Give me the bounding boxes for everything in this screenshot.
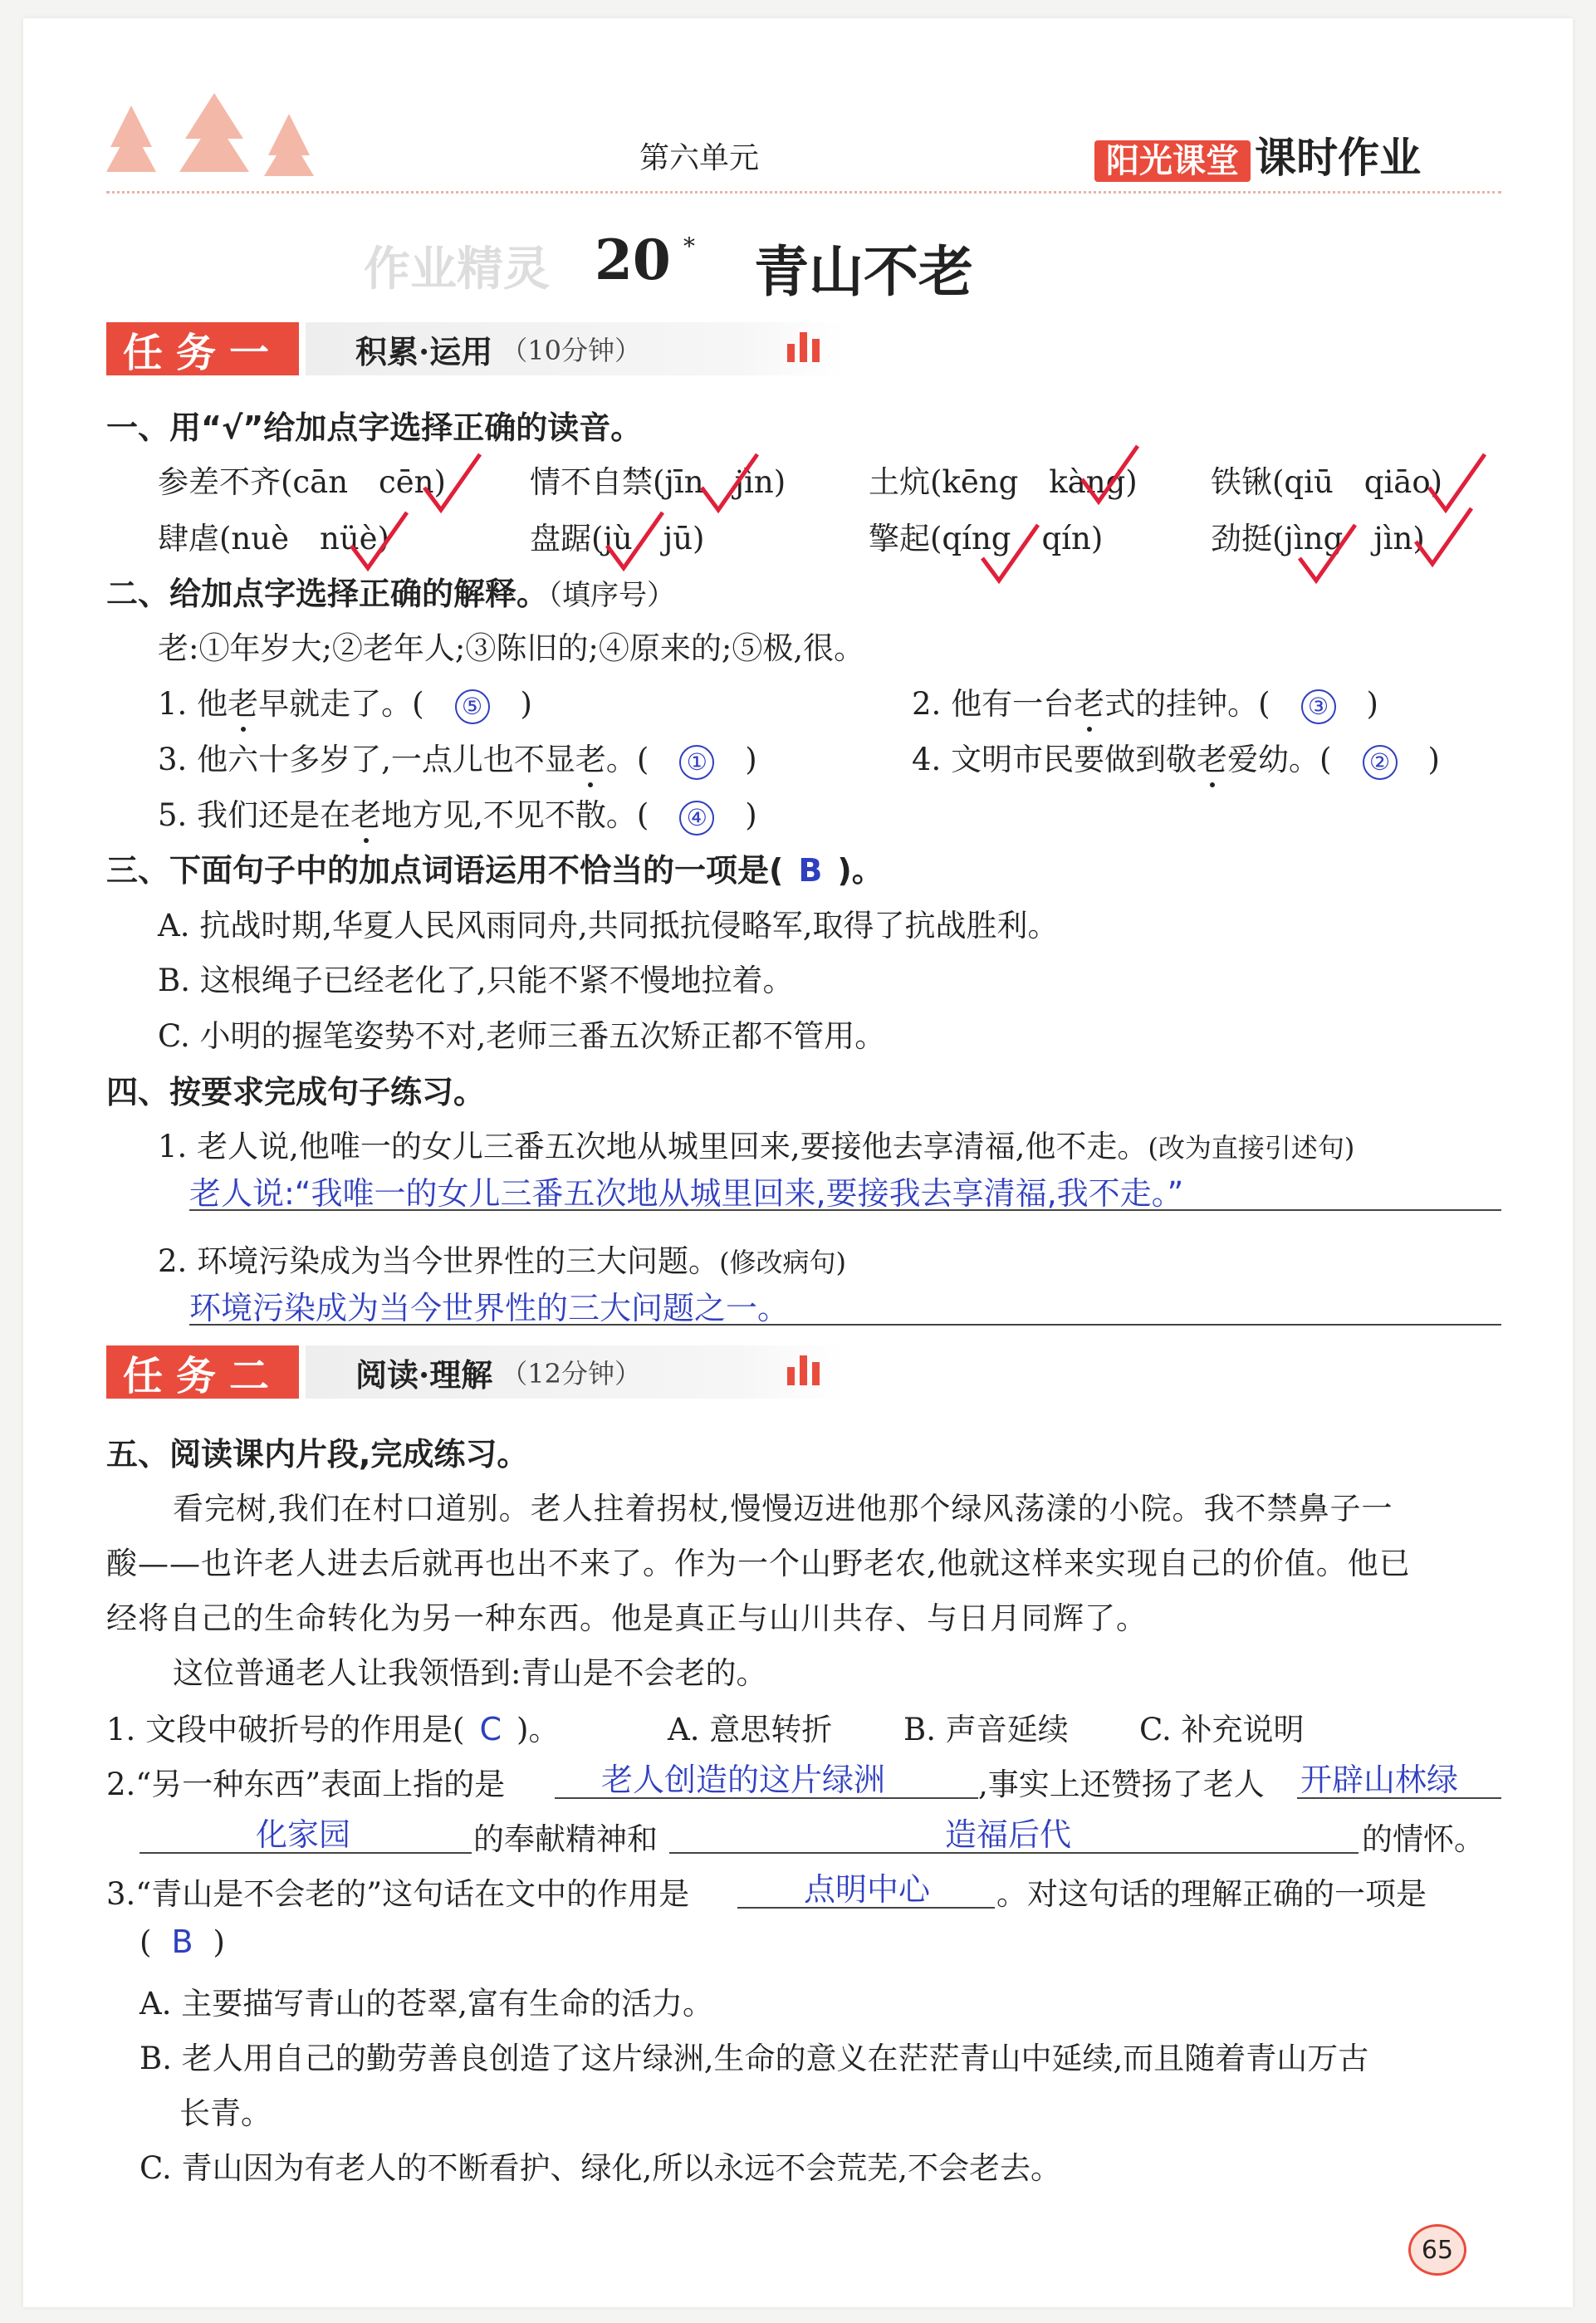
q5-sub1: 1. 文段中破折号的作用是( C )。 xyxy=(106,1711,560,1747)
q2-answer-1: ⑤ xyxy=(455,689,490,724)
q5-sub1-option-c: C. 补充说明 xyxy=(1139,1712,1305,1747)
lesson-number: 20 xyxy=(595,228,671,292)
brand xyxy=(1094,125,1421,184)
q2-title: 二、给加点字选择正确的解释。（填序号） xyxy=(106,576,676,612)
task1-label: 任务一 xyxy=(106,322,299,375)
q4-item-1: 1. 老人说,他唯一的女儿三番五次地从城里回来,要接他去享清福,他不走。(改为直接引述句) xyxy=(158,1129,1355,1164)
q5-sub2-answer-3: 化家园 xyxy=(256,1816,351,1853)
q2-item-1: 1. 他老早就走了。( ⑤ ) xyxy=(158,679,532,724)
q5-sub2-a: 2.“另一种东西”表面上指的是 xyxy=(106,1767,506,1802)
q5-sub3-option-c: C. 青山因为有老人的不断看护、绿化,所以永远不会荒芜,不会老去。 xyxy=(140,2150,1062,2186)
q5-sub1-answer: C xyxy=(479,1711,502,1747)
pine-trees-decoration xyxy=(106,89,322,180)
checkmark-icon xyxy=(1078,442,1144,508)
task1-name: 积累·运用 （10分钟） xyxy=(306,322,845,375)
q5-sub2-answer-4: 造福后代 xyxy=(945,1816,1072,1853)
q4-item-2: 2. 环境污染成为当今世界性的三大问题。(修改病句) xyxy=(158,1243,847,1279)
watermark: 作业精灵 xyxy=(364,243,550,297)
q1-item-8: 劲挺(jìng jìn) xyxy=(1211,521,1425,556)
brand-homework: 课时作业 xyxy=(1255,134,1422,182)
q5-sub3-paren: ( B ) xyxy=(140,1924,225,1960)
unit-label: 第六单元 xyxy=(639,141,760,175)
worksheet-page xyxy=(23,18,1573,2307)
lesson-title: 青山不老 xyxy=(754,239,973,304)
task2-bars-icon xyxy=(787,1355,825,1385)
q2-item-3: 3. 他六十多岁了,一点儿也不显老。( ① ) xyxy=(158,734,757,780)
q5-passage-line-1: 看完树,我们在村口道别。老人拄着拐杖,慢慢迈进他那个绿风荡漾的小院。我不禁鼻子一 xyxy=(173,1491,1393,1527)
q4-answer-2: 环境污染成为当今世界性的三大问题之一。 xyxy=(189,1290,790,1326)
q1-item-7: 擎起(qíng qín) xyxy=(869,521,1104,556)
q1-title: 一、用“√”给加点字选择正确的读音。 xyxy=(106,409,643,446)
header-divider xyxy=(106,191,1501,194)
q2-definitions: 老:①年岁大;②老年人;③陈旧的;④原来的;⑤极,很。 xyxy=(158,630,865,666)
page-number: 65 xyxy=(1408,2224,1466,2276)
task1-bar xyxy=(106,322,854,375)
q3-option-c: C. 小明的握笔姿势不对,老师三番五次矫正都不管用。 xyxy=(158,1018,886,1054)
q5-sub2-b: ,事实上还赞扬了老人 xyxy=(978,1767,1265,1802)
q2-item-2: 2. 他有一台老式的挂钟。( ③ ) xyxy=(912,679,1378,724)
q5-title: 五、阅读课内片段,完成练习。 xyxy=(106,1436,529,1473)
q5-sub3-b: 。对这句话的理解正确的一项是 xyxy=(996,1876,1427,1912)
task2-bar xyxy=(106,1345,854,1399)
q1-item-2: 情不自禁(jīn jìn) xyxy=(530,464,786,500)
answer-line xyxy=(189,1209,1501,1211)
q5-sub2-c: 的奉献精神和 xyxy=(473,1821,658,1857)
q5-sub3-option-b: B. 老人用自己的勤劳善良创造了这片绿洲,生命的意义在茫茫青山中延续,而且随着青山万古 xyxy=(140,2041,1369,2076)
checkmark-icon xyxy=(978,521,1045,587)
q2-item-4: 4. 文明市民要做到敬老爱幼。( ② ) xyxy=(912,734,1440,780)
q5-passage-line-3: 经将自己的生命转化为另一种东西。他是真正与山川共存、与日月同辉了。 xyxy=(106,1600,1148,1636)
q2-answer-4: ② xyxy=(1363,745,1398,780)
checkmark-icon xyxy=(603,508,669,575)
answer-line xyxy=(189,1324,1501,1326)
checkmark-icon xyxy=(347,508,414,575)
q3-option-a: A. 抗战时期,华夏人民风雨同舟,共同抵抗侵略军,取得了抗战胜利。 xyxy=(158,908,1059,943)
q1-item-4: 铁锹(qiū qiāo) xyxy=(1211,464,1443,500)
q4-answer-1: 老人说:“我唯一的女儿三番五次地从城里回来,要接我去享清福,我不走。” xyxy=(189,1175,1184,1212)
q5-passage-line-4: 这位普通老人让我领悟到:青山是不会老的。 xyxy=(173,1655,767,1691)
q5-sub3-a: 3.“青山是不会老的”这句话在文中的作用是 xyxy=(106,1876,690,1912)
q5-sub3-option-b-cont: 长青。 xyxy=(179,2095,272,2131)
q1-item-5: 肆虐(nuè nüè) xyxy=(158,521,389,556)
q3-option-b: B. 这根绳子已经老化了,只能不紧不慢地拉着。 xyxy=(158,963,794,998)
q2-item-5: 5. 我们还是在老地方见,不见不散。( ④ ) xyxy=(158,790,757,836)
lesson-star: * xyxy=(683,233,695,260)
task2-name: 阅读·理解 （12分钟） xyxy=(306,1345,845,1399)
q3-answer: B xyxy=(798,852,823,889)
q2-answer-2: ③ xyxy=(1301,689,1336,724)
q1-item-6: 盘踞(jù jū) xyxy=(530,521,705,556)
checkmark-icon xyxy=(420,450,487,517)
q5-sub3-answer-1: 点明中心 xyxy=(804,1871,931,1908)
q5-sub1-option-b: B. 声音延续 xyxy=(903,1712,1069,1747)
q3-title: 三、下面句子中的加点词语运用不恰当的一项是( B )。 xyxy=(106,852,884,889)
q5-sub2-d: 的情怀。 xyxy=(1362,1821,1485,1857)
q4-title: 四、按要求完成句子练习。 xyxy=(106,1074,486,1110)
q2-answer-5: ④ xyxy=(679,801,714,836)
task1-bars-icon xyxy=(787,332,825,362)
checkmark-icon xyxy=(1412,504,1478,571)
q5-sub2-answer-1: 老人创造的这片绿洲 xyxy=(601,1762,886,1798)
q2-answer-3: ① xyxy=(679,745,714,780)
q5-sub1-option-a: A. 意思转折 xyxy=(668,1712,833,1747)
checkmark-icon xyxy=(1295,521,1362,587)
q5-sub3-option-a: A. 主要描写青山的苍翠,富有生命的活力。 xyxy=(140,1986,714,2022)
task2-label: 任务二 xyxy=(106,1345,299,1399)
brand-sunshine-classroom: 阳光课堂 xyxy=(1094,140,1251,182)
checkmark-icon xyxy=(698,450,764,517)
q1-item-1: 参差不齐(cān cēn) xyxy=(158,464,446,500)
q1-item-3: 土炕(kēng kàng) xyxy=(869,464,1138,500)
q5-passage-line-2: 酸——也许老人进去后就再也出不来了。作为一个山野老农,他就这样来实现自己的价值。他已 xyxy=(106,1546,1411,1581)
q5-sub2-answer-2: 开辟山林绿 xyxy=(1300,1762,1459,1798)
q5-sub3-answer-2: B xyxy=(171,1924,193,1960)
